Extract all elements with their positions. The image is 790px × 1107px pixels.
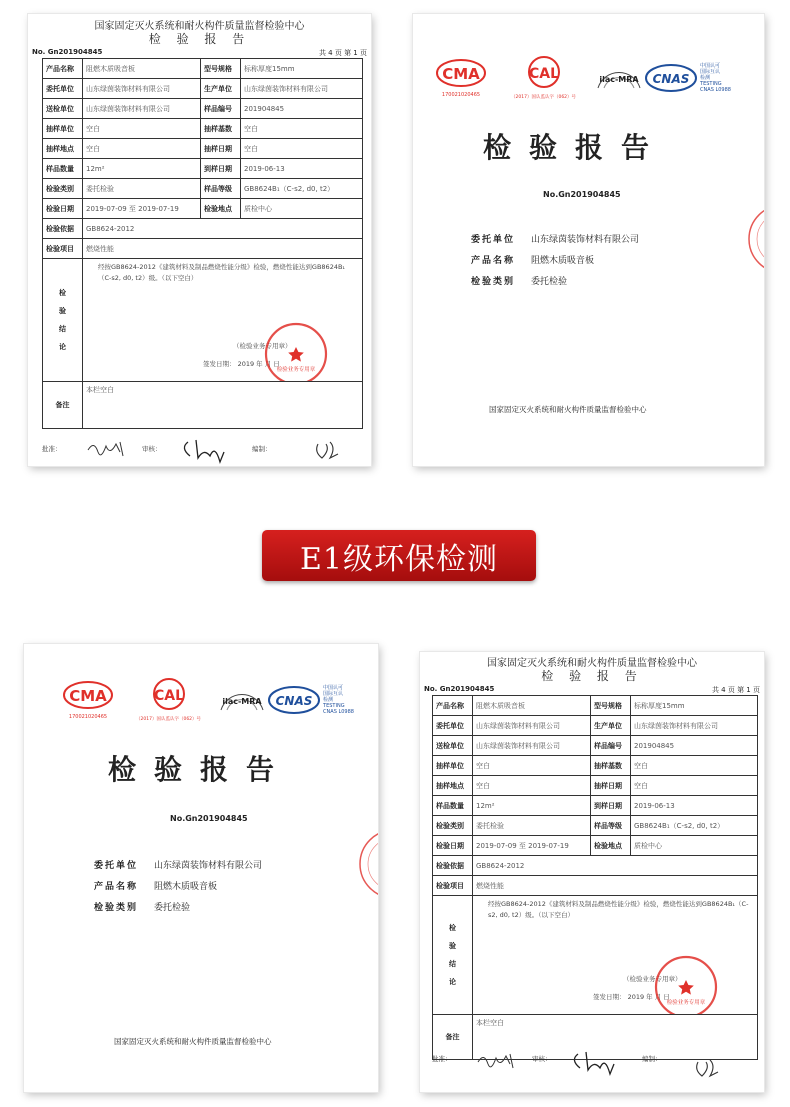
table-row <box>43 139 363 159</box>
compile-label: 编制： <box>252 445 272 453</box>
table-row <box>43 179 363 199</box>
cnas-cn-2: 国际互认 <box>700 69 721 75</box>
stamp-note: （检验业务专用章） <box>233 342 292 350</box>
cal-text: CAL <box>528 66 559 82</box>
report-table <box>432 695 758 1060</box>
item-value: 燃烧性能 <box>473 876 758 896</box>
table-row <box>43 239 363 259</box>
field-label: 样品编号 <box>591 736 631 756</box>
table-row <box>433 836 758 856</box>
field-label: 样品数量 <box>43 159 83 179</box>
cover-footer: 国家固定灭火系统和耐火构件质量监督检验中心 <box>489 405 647 414</box>
field-value: 12m² <box>83 159 201 179</box>
table-row <box>43 79 363 99</box>
cover-no: No.Gn201904845 <box>543 190 621 199</box>
cma-logo <box>62 680 114 710</box>
product-value: 阻燃木质吸音板 <box>154 882 218 892</box>
red-seal <box>653 954 719 1015</box>
conclusion-text: 经按GB8624-2012《建筑材料及制品燃烧性能分级》检验，燃烧性能达到GB8624B₁（C-s2, d0, t2）级。（以下空白） <box>98 263 346 282</box>
banner-text: E1级环保检测 <box>300 541 498 577</box>
cover-no: No.Gn201904845 <box>170 814 248 823</box>
report-table <box>42 58 363 429</box>
table-row <box>433 736 758 756</box>
report-org: 国家固定灭火系统和耐火构件质量监督检验中心 <box>94 21 305 32</box>
remark-label: 备注 <box>433 1015 473 1060</box>
field-value: 质检中心 <box>631 836 758 856</box>
field-value: 空白 <box>241 139 363 159</box>
table-row <box>433 876 758 896</box>
field-label: 委托单位 <box>433 716 473 736</box>
field-label: 样品等级 <box>201 179 241 199</box>
conclusion-cell <box>473 896 758 1015</box>
cal-logo-block <box>511 56 576 100</box>
report-no: No. Gn201904845 <box>32 48 103 56</box>
table-row <box>43 119 363 139</box>
field-value: 山东绿茵装饰材料有限公司 <box>631 716 758 736</box>
conclusion-cell <box>83 259 363 382</box>
cma-logo-block <box>62 680 114 720</box>
field-value: 质检中心 <box>241 199 363 219</box>
field-label: 生产单位 <box>591 716 631 736</box>
report-title: 检 验 报 告 <box>148 32 251 46</box>
basis-value: GB8624-2012 <box>83 219 363 239</box>
item-value: 燃烧性能 <box>83 239 363 259</box>
field-value: 山东绿茵装饰材料有限公司 <box>473 716 591 736</box>
table-row <box>43 219 363 239</box>
field-label: 生产单位 <box>201 79 241 99</box>
field-value: 委托检验 <box>473 816 591 836</box>
field-label: 样品数量 <box>433 796 473 816</box>
field-value: 201904845 <box>241 99 363 119</box>
field-value: GB8624B₁（C-s2, d0, t2） <box>631 816 758 836</box>
cnas-caption <box>700 63 731 93</box>
cover-fields <box>94 856 262 919</box>
cma-logo <box>435 58 487 88</box>
seal-text: 检验业务专用章 <box>666 1000 706 1006</box>
basis-label: 检验依据 <box>43 219 83 239</box>
ilac-mra-logo <box>217 684 267 716</box>
cover-footer: 国家固定灭火系统和耐火构件质量监督检验中心 <box>114 1037 272 1046</box>
basis-label: 检验依据 <box>433 856 473 876</box>
handwritten-signatures <box>458 1044 748 1084</box>
conclusion-char: 结 <box>449 960 456 968</box>
conclusion-char: 验 <box>449 942 456 950</box>
field-value: 空白 <box>83 119 201 139</box>
table-row <box>433 696 758 716</box>
cnas-cn-3: 检测 <box>700 75 711 81</box>
field-label: 抽样单位 <box>43 119 83 139</box>
field-value: 山东绿茵装饰材料有限公司 <box>83 99 201 119</box>
review-label: 审核： <box>532 1055 552 1063</box>
field-value: 山东绿茵装饰材料有限公司 <box>83 79 201 99</box>
client-value: 山东绿茵装饰材料有限公司 <box>531 235 640 245</box>
table-row <box>433 776 758 796</box>
report-no: No. Gn201904845 <box>424 685 495 693</box>
cover-fields <box>471 230 639 293</box>
cnas-en-1: TESTING <box>323 703 345 709</box>
remark-label: 备注 <box>43 382 83 429</box>
field-label: 型号规格 <box>591 696 631 716</box>
conclusion-char: 验 <box>59 307 66 315</box>
table-row <box>43 159 363 179</box>
field-label: 委托单位 <box>43 79 83 99</box>
field-label: 抽样单位 <box>433 756 473 776</box>
field-label: 送检单位 <box>433 736 473 756</box>
cnas-cn-2: 国际互认 <box>323 691 344 697</box>
field-label: 产品名称 <box>43 59 83 79</box>
cma-number: 170021020465 <box>68 714 108 720</box>
approve-label: 批准： <box>432 1055 452 1063</box>
sign-date: 签发日期： 2019 年 月 日 <box>593 993 670 1001</box>
cal-number: （2017）国认监认字（062）号 <box>136 717 202 722</box>
field-value: 委托检验 <box>83 179 201 199</box>
conclusion-char: 论 <box>449 978 456 986</box>
field-label: 样品编号 <box>201 99 241 119</box>
cnas-en-2: CNAS L0988 <box>700 87 731 93</box>
field-label: 样品等级 <box>591 816 631 836</box>
field-label: 检验类别 <box>43 179 83 199</box>
report-page-top <box>28 14 371 466</box>
field-label: 送检单位 <box>43 99 83 119</box>
conclusion-char: 检 <box>59 289 66 297</box>
compile-label: 编制： <box>642 1055 662 1063</box>
conclusion-text: 经按GB8624-2012《建筑材料及制品燃烧性能分级》检验，燃烧性能达到GB8624B₁（C-s2, d0, t2）级。（以下空白） <box>488 900 749 919</box>
field-value: 空白 <box>631 776 758 796</box>
conclusion-label-cell <box>43 259 83 382</box>
report-title: 检 验 报 告 <box>541 669 643 683</box>
table-row <box>433 896 758 1015</box>
type-value: 委托检验 <box>531 277 568 287</box>
field-label: 抽样基数 <box>591 756 631 776</box>
field-value: 标称厚度15mm <box>241 59 363 79</box>
field-value: GB8624B₁（C-s2, d0, t2） <box>241 179 363 199</box>
basis-value: GB8624-2012 <box>473 856 758 876</box>
field-value: 201904845 <box>631 736 758 756</box>
table-row <box>43 199 363 219</box>
red-seal <box>263 321 329 382</box>
field-label: 抽样地点 <box>43 139 83 159</box>
approve-label: 批准： <box>42 445 62 453</box>
handwritten-signatures <box>68 432 358 466</box>
client-label: 委托单位 <box>471 235 516 245</box>
field-label: 产品名称 <box>433 696 473 716</box>
cnas-caption <box>323 685 354 715</box>
cnas-cn-3: 检测 <box>323 697 334 703</box>
field-value: 标称厚度15mm <box>631 696 758 716</box>
field-value: 空白 <box>631 756 758 776</box>
cal-logo <box>149 678 189 712</box>
field-value: 空白 <box>473 776 591 796</box>
table-row <box>433 796 758 816</box>
cnas-text: CNAS <box>275 694 313 708</box>
type-label: 检验类别 <box>94 903 139 913</box>
field-label: 抽样基数 <box>201 119 241 139</box>
edge-seal-fragment <box>743 199 764 279</box>
type-value: 委托检验 <box>154 903 191 913</box>
report-page: 共 4 页 第 1 页 <box>711 686 760 694</box>
e1-banner <box>262 530 536 581</box>
remark-value: 本栏空白 <box>83 382 363 429</box>
field-label: 型号规格 <box>201 59 241 79</box>
field-value: 12m² <box>473 796 591 816</box>
field-label: 到样日期 <box>201 159 241 179</box>
product-label: 产品名称 <box>94 882 139 892</box>
item-label: 检验项目 <box>43 239 83 259</box>
ilac-mra-logo <box>594 62 644 94</box>
report-org: 国家固定灭火系统和耐火构件质量监督检验中心 <box>487 658 697 669</box>
field-label: 抽样日期 <box>201 139 241 159</box>
report-page-bottom <box>420 652 764 1092</box>
conclusion-char: 论 <box>59 343 66 351</box>
cnas-text: CNAS <box>652 72 690 86</box>
stamp-note: （检验业务专用章） <box>623 975 682 983</box>
cover-title: 检验报告 <box>108 753 293 786</box>
field-value: 2019-07-09 至 2019-07-19 <box>83 199 201 219</box>
cnas-cn-1: 中国认可 <box>700 63 721 69</box>
cert-logos <box>435 56 731 100</box>
client-label: 委托单位 <box>94 861 139 871</box>
cma-text: CMA <box>442 65 480 83</box>
field-label: 抽样日期 <box>591 776 631 796</box>
conclusion-char: 检 <box>449 924 456 932</box>
client-value: 山东绿茵装饰材料有限公司 <box>154 861 263 871</box>
cnas-en-1: TESTING <box>700 81 722 87</box>
seal-text: 检验业务专用章 <box>276 367 316 373</box>
cnas-logo <box>644 62 698 94</box>
field-value: 2019-06-13 <box>241 159 363 179</box>
cma-logo-block <box>435 58 487 98</box>
table-row <box>43 259 363 382</box>
type-label: 检验类别 <box>471 277 516 287</box>
field-value: 阻燃木质吸音板 <box>83 59 201 79</box>
conclusion-char: 结 <box>59 325 66 333</box>
cnas-logo <box>267 684 321 716</box>
cover-page-top <box>413 14 764 466</box>
field-label: 检验日期 <box>43 199 83 219</box>
table-row <box>433 756 758 776</box>
table-row <box>43 59 363 79</box>
field-value: 空白 <box>241 119 363 139</box>
table-row <box>433 816 758 836</box>
product-label: 产品名称 <box>471 256 516 266</box>
field-value: 空白 <box>473 756 591 776</box>
field-value: 2019-07-09 至 2019-07-19 <box>473 836 591 856</box>
field-value: 山东绿茵装饰材料有限公司 <box>241 79 363 99</box>
cover-title: 检验报告 <box>483 131 668 164</box>
review-label: 审核： <box>142 445 162 453</box>
edge-seal-fragment <box>354 824 378 904</box>
ilac-text: ilac-MRA <box>222 697 262 706</box>
cma-text: CMA <box>69 687 107 705</box>
field-label: 检验类别 <box>433 816 473 836</box>
cal-logo-block <box>136 678 201 722</box>
sign-date: 签发日期： 2019 年 月 日 <box>203 360 280 368</box>
conclusion-label-cell <box>433 896 473 1015</box>
cert-logos <box>62 678 354 722</box>
table-row <box>433 856 758 876</box>
table-row <box>43 99 363 119</box>
field-label: 到样日期 <box>591 796 631 816</box>
table-row <box>43 382 363 429</box>
field-value: 阻燃木质吸音板 <box>473 696 591 716</box>
cnas-en-2: CNAS L0988 <box>323 709 354 715</box>
ilac-text: ilac-MRA <box>599 75 639 84</box>
field-label: 检验日期 <box>433 836 473 856</box>
cma-number: 170021020465 <box>441 92 481 98</box>
product-value: 阻燃木质吸音板 <box>531 256 595 266</box>
cnas-cn-1: 中国认可 <box>323 685 344 691</box>
field-label: 检验地点 <box>591 836 631 856</box>
table-row <box>433 716 758 736</box>
field-value: 山东绿茵装饰材料有限公司 <box>473 736 591 756</box>
item-label: 检验项目 <box>433 876 473 896</box>
field-label: 检验地点 <box>201 199 241 219</box>
field-value: 空白 <box>83 139 201 159</box>
report-page: 共 4 页 第 1 页 <box>318 49 367 57</box>
field-label: 抽样地点 <box>433 776 473 796</box>
field-value: 2019-06-13 <box>631 796 758 816</box>
cal-logo <box>524 56 564 90</box>
remark-value: 本栏空白 <box>473 1015 758 1060</box>
cal-text: CAL <box>153 688 184 704</box>
cal-number: （2017）国认监认字（062）号 <box>511 95 577 100</box>
cover-page-bottom <box>24 644 378 1092</box>
